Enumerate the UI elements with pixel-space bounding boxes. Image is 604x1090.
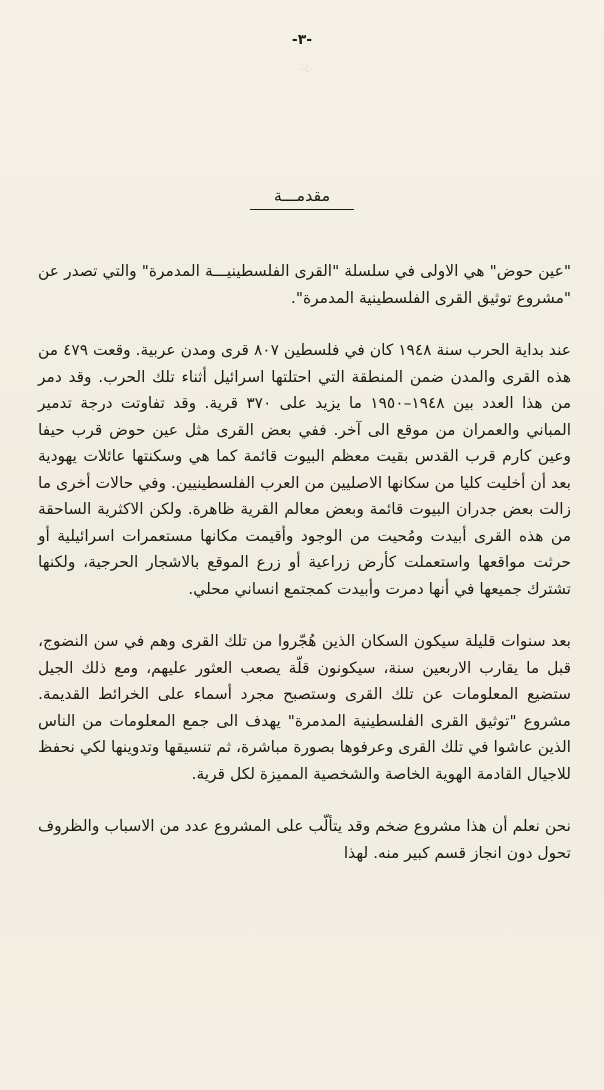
paragraph-2: عند بداية الحرب سنة ١٩٤٨ كان في فلسطين ٨٠٧ قرى ومدن عربية. وقعت ٤٧٩ من هذه القرى والمدن ضمن المنطقة التي احتلتها اسرائيل أثناء تلك الحرب. وقد دمر من هذا العدد بين ١٩٤٨–١٩٥٠ ما يزيد على ٣٧٠ قرية. وقد تفاوتت درجة تدمير المباني والعمران من موقع الى آخر. ففي بعض القرى مثل عين حوض قرب حيفا وعين كارم قرب القدس بقيت معظم البيوت قائمة كما هي وسكنتها عائلات يهودية بعد أن أخليت كليا من سكانها الاصليين من العرب الفلسطينيين. وفي حالات أخرى ما زالت بعض جدران البيوت قائمة وبعض معالم القرية ظاهرة. ولكن الاكثرية الساحقة من هذه القرى أبيدت ومُحيت من الوجود وأقيمت مكانها مستعمرات اسرائيلية أو حرثت مواقعها واستعملت كأرض زراعية أو زرع الموقع بالاشجار الحرجية، ولكنها تشترك جميعها في أنها دمرت وأبيدت كمجتمع انساني محلي. [38,341,571,598]
paragraph-4: نحن نعلم أن هذا مشروع ضخم وقد يتألّب على المشروع عدد من الاسباب والظروف تحول دون انجاز قسم كبير منه. لهذا [38,817,571,862]
section-heading: مقدمـــة [250,186,354,210]
heading-container [0,186,604,210]
paragraph-1: "عين حوض" هي الاولى في سلسلة "القرى الفلسطينيـــة المدمرة" والتي تصدر عن "مشروع توثيق القرى الفلسطينية المدمرة". [38,262,571,307]
bleed-through-page-number: -٤- [300,62,314,75]
paragraph-3: بعد سنوات قليلة سيكون السكان الذين هُجّروا من تلك القرى وهم في سن النضوج، قبل ما يقارب الاربعين سنة، سيكونون قلّة يصعب العثور عليهم، ومع ذلك الجيل ستضيع المعلومات عن تلك القرى وستصبح مجرد أسماء على الخرائط القديمة. مشروع "توثيق القرى الفلسطينية المدمرة" يهدف الى جمع المعلومات من الناس الذين عاشوا في تلك القرى وعرفوها بصورة مباشرة، ثم تنسيقها وتدوينها لكي نحفظ للاجيال القادمة الهوية الخاصة والشخصية المميزة لكل قرية. [38,632,571,783]
page-number: -٣- [291,32,313,48]
body-text [38,258,571,866]
